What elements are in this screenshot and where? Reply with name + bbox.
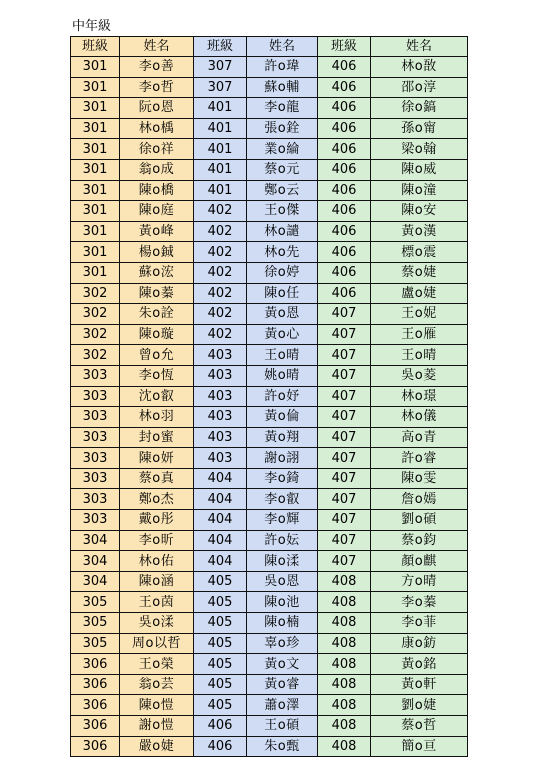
name-cell: 孫o甯: [371, 118, 468, 139]
class-cell: 406: [318, 262, 371, 283]
class-cell: 402: [194, 283, 247, 304]
class-cell: 408: [318, 592, 371, 613]
header-name-3: 姓名: [371, 37, 468, 57]
class-cell: 301: [71, 221, 120, 242]
class-cell: 302: [71, 304, 120, 325]
name-cell: 顏o麒: [371, 551, 468, 572]
table-row: [71, 118, 468, 139]
class-cell: 406: [194, 736, 247, 757]
class-cell: 407: [318, 489, 371, 510]
name-cell: 黃o文: [247, 654, 318, 675]
table-row: [71, 386, 468, 407]
table-row: [71, 551, 468, 572]
name-cell: 王o榮: [120, 654, 194, 675]
name-cell: 李o叡: [247, 489, 318, 510]
class-cell: 401: [194, 159, 247, 180]
class-cell: 407: [318, 448, 371, 469]
name-cell: 李o恆: [120, 365, 194, 386]
name-cell: 業o綸: [247, 139, 318, 160]
class-cell: 408: [318, 613, 371, 634]
class-cell: 404: [194, 510, 247, 531]
name-cell: 康o鈁: [371, 633, 468, 654]
table-row: [71, 633, 468, 654]
class-cell: 301: [71, 242, 120, 263]
class-cell: 302: [71, 283, 120, 304]
name-cell: 陳o雯: [371, 468, 468, 489]
class-cell: 405: [194, 633, 247, 654]
name-cell: 簡o亘: [371, 736, 468, 757]
table-row: [71, 427, 468, 448]
name-cell: 鄭o杰: [120, 489, 194, 510]
name-cell: 陳o庭: [120, 201, 194, 222]
name-cell: 徐o鎬: [371, 98, 468, 119]
name-cell: 李o菲: [371, 613, 468, 634]
class-cell: 404: [194, 489, 247, 510]
table-row: [71, 510, 468, 531]
table-row: [71, 77, 468, 98]
class-cell: 403: [194, 448, 247, 469]
name-cell: 黃o心: [247, 324, 318, 345]
table-row: [71, 613, 468, 634]
name-cell: 林o佑: [120, 551, 194, 572]
class-cell: 406: [318, 159, 371, 180]
name-cell: 李o蓁: [371, 592, 468, 613]
table-row: [71, 571, 468, 592]
class-cell: 303: [71, 386, 120, 407]
name-cell: 方o晴: [371, 571, 468, 592]
name-cell: 王o碩: [247, 716, 318, 737]
class-cell: 305: [71, 613, 120, 634]
name-cell: 陳o璇: [120, 324, 194, 345]
name-cell: 王o雁: [371, 324, 468, 345]
class-cell: 407: [318, 427, 371, 448]
name-cell: 陳o安: [371, 201, 468, 222]
name-cell: 徐o祥: [120, 139, 194, 160]
name-cell: 黃o峰: [120, 221, 194, 242]
class-cell: 405: [194, 571, 247, 592]
table-row: [71, 159, 468, 180]
class-cell: 406: [318, 77, 371, 98]
name-cell: 黃o漢: [371, 221, 468, 242]
class-cell: 406: [318, 139, 371, 160]
class-cell: 402: [194, 201, 247, 222]
table-row: [71, 468, 468, 489]
class-cell: 405: [194, 613, 247, 634]
class-cell: 401: [194, 139, 247, 160]
class-cell: 307: [194, 57, 247, 78]
name-cell: 黃o翔: [247, 427, 318, 448]
name-cell: 楊o鋮: [120, 242, 194, 263]
class-cell: 301: [71, 77, 120, 98]
name-cell: 蘇o輔: [247, 77, 318, 98]
name-cell: 嚴o婕: [120, 736, 194, 757]
name-cell: 標o震: [371, 242, 468, 263]
name-cell: 高o青: [371, 427, 468, 448]
name-cell: 邵o淳: [371, 77, 468, 98]
sheet-title: 中年級: [72, 19, 112, 34]
name-cell: 陳o橋: [120, 180, 194, 201]
name-cell: 陳o蓁: [120, 283, 194, 304]
name-cell: 盧o婕: [371, 283, 468, 304]
class-cell: 303: [71, 468, 120, 489]
name-cell: 李o龍: [247, 98, 318, 119]
class-cell: 405: [194, 674, 247, 695]
name-cell: 許o妘: [247, 530, 318, 551]
name-cell: 王o傑: [247, 201, 318, 222]
class-cell: 407: [318, 468, 371, 489]
class-cell: 408: [318, 736, 371, 757]
class-cell: 408: [318, 674, 371, 695]
class-cell: 402: [194, 304, 247, 325]
name-cell: 陳o涵: [120, 571, 194, 592]
class-cell: 304: [71, 530, 120, 551]
class-cell: 304: [71, 571, 120, 592]
name-cell: 黃o倫: [247, 407, 318, 428]
table-row: [71, 716, 468, 737]
class-cell: 301: [71, 180, 120, 201]
table-row: [71, 365, 468, 386]
name-cell: 林o儀: [371, 407, 468, 428]
table-row: [71, 201, 468, 222]
class-cell: 406: [318, 57, 371, 78]
class-cell: 302: [71, 324, 120, 345]
class-cell: 407: [318, 407, 371, 428]
name-cell: 劉o婕: [371, 695, 468, 716]
name-cell: 周o以哲: [120, 633, 194, 654]
class-cell: 303: [71, 407, 120, 428]
class-cell: 408: [318, 654, 371, 675]
name-cell: 封o蜜: [120, 427, 194, 448]
class-cell: 301: [71, 201, 120, 222]
class-cell: 301: [71, 139, 120, 160]
table-row: [71, 654, 468, 675]
class-cell: 406: [318, 180, 371, 201]
name-cell: 朱o詮: [120, 304, 194, 325]
header-class-1: 班級: [71, 37, 120, 57]
name-cell: 許o睿: [371, 448, 468, 469]
class-cell: 301: [71, 57, 120, 78]
class-cell: 403: [194, 365, 247, 386]
name-cell: 鄭o云: [247, 180, 318, 201]
student-sheet: [70, 18, 468, 757]
class-cell: 303: [71, 510, 120, 531]
class-cell: 406: [194, 716, 247, 737]
name-cell: 許o妤: [247, 386, 318, 407]
name-cell: 林o羽: [120, 407, 194, 428]
table-row: [71, 57, 468, 78]
name-cell: 翁o成: [120, 159, 194, 180]
class-cell: 406: [318, 221, 371, 242]
table-row: [71, 530, 468, 551]
name-cell: 蕭o澤: [247, 695, 318, 716]
class-cell: 402: [194, 242, 247, 263]
class-cell: 408: [318, 695, 371, 716]
table-row: [71, 448, 468, 469]
name-cell: 李o錡: [247, 468, 318, 489]
name-cell: 沈o叡: [120, 386, 194, 407]
name-cell: 黃o恩: [247, 304, 318, 325]
header-name-2: 姓名: [247, 37, 318, 57]
name-cell: 王o妮: [371, 304, 468, 325]
class-cell: 406: [318, 98, 371, 119]
table-row: [71, 345, 468, 366]
name-cell: 張o銓: [247, 118, 318, 139]
class-cell: 407: [318, 345, 371, 366]
name-cell: 王o晴: [247, 345, 318, 366]
table-body: [71, 37, 468, 757]
table-row: [71, 180, 468, 201]
class-cell: 404: [194, 551, 247, 572]
name-cell: 陳o愷: [120, 695, 194, 716]
class-cell: 406: [318, 118, 371, 139]
header-row: [71, 37, 468, 57]
name-cell: 林o譴: [247, 221, 318, 242]
table-row: [71, 489, 468, 510]
class-cell: 301: [71, 262, 120, 283]
name-cell: 林o璟: [371, 386, 468, 407]
name-cell: 梁o翰: [371, 139, 468, 160]
name-cell: 許o瑋: [247, 57, 318, 78]
class-cell: 406: [318, 242, 371, 263]
name-cell: 阮o恩: [120, 98, 194, 119]
class-cell: 403: [194, 427, 247, 448]
class-cell: 301: [71, 159, 120, 180]
class-cell: 304: [71, 551, 120, 572]
name-cell: 黃o軒: [371, 674, 468, 695]
class-cell: 407: [318, 551, 371, 572]
class-cell: 407: [318, 530, 371, 551]
table-row: [71, 407, 468, 428]
class-cell: 305: [71, 592, 120, 613]
name-cell: 陳o池: [247, 592, 318, 613]
name-cell: 陳o威: [371, 159, 468, 180]
class-cell: 402: [194, 324, 247, 345]
class-cell: 404: [194, 468, 247, 489]
name-cell: 李o輝: [247, 510, 318, 531]
class-cell: 306: [71, 736, 120, 757]
table-row: [71, 674, 468, 695]
header-class-2: 班級: [194, 37, 247, 57]
name-cell: 蔡o哲: [371, 716, 468, 737]
name-cell: 李o昕: [120, 530, 194, 551]
table-row: [71, 695, 468, 716]
class-cell: 303: [71, 489, 120, 510]
class-cell: 406: [318, 201, 371, 222]
class-cell: 303: [71, 427, 120, 448]
header-name-1: 姓名: [120, 37, 194, 57]
class-cell: 408: [318, 571, 371, 592]
table-row: [71, 283, 468, 304]
table-row: [71, 324, 468, 345]
name-cell: 蔡o婕: [371, 262, 468, 283]
class-cell: 402: [194, 262, 247, 283]
name-cell: 戴o彤: [120, 510, 194, 531]
name-cell: 蔡o鈞: [371, 530, 468, 551]
class-cell: 406: [318, 283, 371, 304]
name-cell: 吳o恩: [247, 571, 318, 592]
class-cell: 401: [194, 180, 247, 201]
class-cell: 401: [194, 98, 247, 119]
class-cell: 402: [194, 221, 247, 242]
class-cell: 405: [194, 654, 247, 675]
table-row: [71, 262, 468, 283]
name-cell: 王o晴: [371, 345, 468, 366]
name-cell: 曾o允: [120, 345, 194, 366]
name-cell: 陳o渘: [247, 551, 318, 572]
class-cell: 306: [71, 695, 120, 716]
class-cell: 407: [318, 365, 371, 386]
name-cell: 陳o楠: [247, 613, 318, 634]
class-cell: 401: [194, 118, 247, 139]
name-cell: 翁o芸: [120, 674, 194, 695]
name-cell: 蔡o元: [247, 159, 318, 180]
name-cell: 辜o珍: [247, 633, 318, 654]
name-cell: 蘇o浤: [120, 262, 194, 283]
class-cell: 301: [71, 98, 120, 119]
header-class-3: 班級: [318, 37, 371, 57]
class-cell: 408: [318, 716, 371, 737]
class-cell: 407: [318, 304, 371, 325]
name-cell: 謝o愷: [120, 716, 194, 737]
class-cell: 306: [71, 654, 120, 675]
table-row: [71, 242, 468, 263]
name-cell: 詹o嫣: [371, 489, 468, 510]
class-cell: 407: [318, 324, 371, 345]
name-cell: 徐o婷: [247, 262, 318, 283]
name-cell: 黃o睿: [247, 674, 318, 695]
table-row: [71, 736, 468, 757]
name-cell: 謝o詡: [247, 448, 318, 469]
class-cell: 306: [71, 674, 120, 695]
class-cell: 403: [194, 407, 247, 428]
class-cell: 307: [194, 77, 247, 98]
table-row: [71, 98, 468, 119]
name-cell: 陳o妍: [120, 448, 194, 469]
name-cell: 吳o渘: [120, 613, 194, 634]
class-cell: 408: [318, 633, 371, 654]
class-cell: 407: [318, 386, 371, 407]
name-cell: 陳o任: [247, 283, 318, 304]
class-cell: 305: [71, 633, 120, 654]
name-cell: 姚o晴: [247, 365, 318, 386]
table-row: [71, 592, 468, 613]
name-cell: 吳o菱: [371, 365, 468, 386]
table-row: [71, 304, 468, 325]
name-cell: 劉o碩: [371, 510, 468, 531]
class-cell: 303: [71, 365, 120, 386]
name-cell: 林o敔: [371, 57, 468, 78]
name-cell: 蔡o真: [120, 468, 194, 489]
class-cell: 403: [194, 386, 247, 407]
name-cell: 黃o銘: [371, 654, 468, 675]
name-cell: 朱o甄: [247, 736, 318, 757]
class-cell: 302: [71, 345, 120, 366]
name-cell: 李o哲: [120, 77, 194, 98]
name-cell: 林o先: [247, 242, 318, 263]
class-cell: 303: [71, 448, 120, 469]
class-cell: 405: [194, 695, 247, 716]
name-cell: 王o茵: [120, 592, 194, 613]
name-cell: 林o楀: [120, 118, 194, 139]
name-cell: 李o善: [120, 57, 194, 78]
class-cell: 403: [194, 345, 247, 366]
name-cell: 陳o潼: [371, 180, 468, 201]
table-row: [71, 221, 468, 242]
student-table: [70, 36, 468, 757]
class-cell: 301: [71, 118, 120, 139]
class-cell: 306: [71, 716, 120, 737]
class-cell: 405: [194, 592, 247, 613]
class-cell: 407: [318, 510, 371, 531]
table-row: [71, 139, 468, 160]
class-cell: 404: [194, 530, 247, 551]
